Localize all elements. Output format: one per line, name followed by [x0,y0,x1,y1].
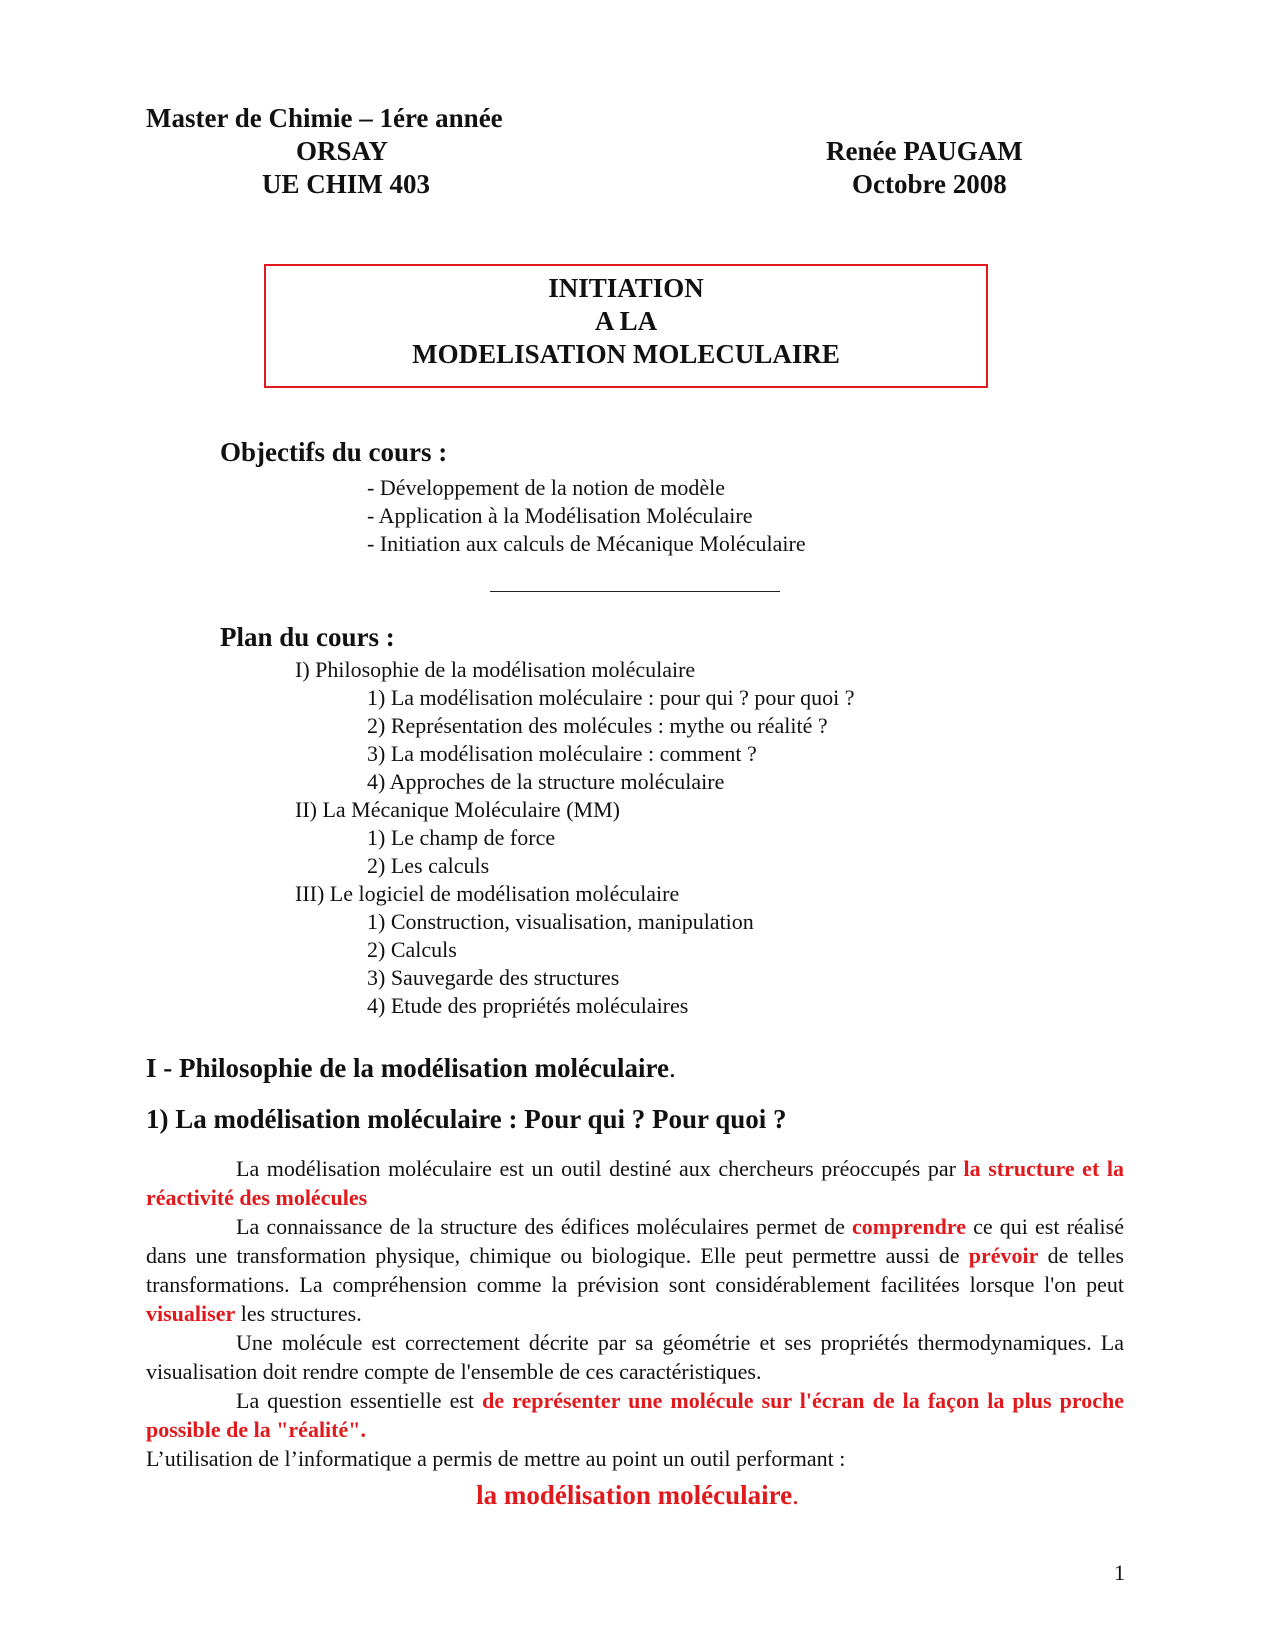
plan-subitem: 1) Construction, visualisation, manipulation [367,909,754,934]
title-line-1: INITIATION [548,273,704,303]
objectifs-heading: Objectifs du cours : [220,437,448,467]
title-box [264,264,988,388]
plan-subitem: 3) Sauvegarde des structures [367,965,620,990]
highlight-comprendre: comprendre [851,1214,967,1239]
paragraph-2-text-c: de telles transformations. La compréhension comme la prévision sont considérablement facilitées lorsque l'on peut [146,1243,1124,1297]
body-text [146,1154,1124,1473]
section-heading-dot: . [669,1053,676,1083]
plan-part: III) Le logiciel de modélisation moléculaire [295,881,680,906]
page-number: 1 [1114,1560,1125,1585]
paragraph-2-text-b: ce qui est réalisé dans une transformation physique, chimique ou biologique. Elle peut permettre aussi de [146,1214,1124,1268]
paragraph-2-text-a: La connaissance de la structure des édifices moléculaires permet de [236,1214,852,1239]
paragraph-3: Une molécule est correctement décrite par sa géométrie et ses propriétés thermodynamiques. La visualisation doit rendre compte de l'ensemble de ces caractéristiques. [146,1330,1124,1384]
section-heading-text: I - Philosophie de la modélisation moléculaire [146,1053,670,1083]
title-line-2: A LA [594,306,658,336]
paragraph-1 [146,1154,1124,1212]
paragraph-2 [146,1212,1124,1328]
plan-subitem: 2) Les calculs [367,853,490,878]
objectif-item: - Application à la Modélisation Moléculaire [367,503,753,528]
plan-part: I) Philosophie de la modélisation moléculaire [295,657,696,682]
divider-line [490,591,780,592]
plan-subitem: 1) La modélisation moléculaire : pour qui ? pour quoi ? [367,685,855,710]
final-statement [0,1480,1275,1511]
plan-part: II) La Mécanique Moléculaire (MM) [295,797,620,822]
plan-subitem: 4) Etude des propriétés moléculaires [367,993,689,1018]
header-course: Master de Chimie – 1ére année [146,103,503,133]
paragraph-2-text-d: les structures. [235,1301,362,1326]
header-location: ORSAY [296,136,389,166]
paragraph-1-text: La modélisation moléculaire est un outil destiné aux chercheurs préoccupés par [236,1156,964,1181]
header-date: Octobre 2008 [852,169,1007,199]
plan-subitem: 2) Calculs [367,937,457,962]
header-author: Renée PAUGAM [826,136,1023,166]
final-highlight: la modélisation moléculaire [476,1480,793,1510]
objectif-item: - Développement de la notion de modèle [367,475,725,500]
objectif-item: - Initiation aux calculs de Mécanique Moléculaire [367,531,806,556]
highlight-structure: la structure et la réactivité des molécules [146,1156,1124,1210]
paragraph-4-text: La question essentielle est [236,1388,483,1413]
plan-subitem: 1) Le champ de force [367,825,556,850]
final-dot: . [792,1480,799,1510]
plan-subitem: 3) La modélisation moléculaire : comment ? [367,741,757,766]
subsection-heading: 1) La modélisation moléculaire : Pour qui ? Pour quoi ? [146,1104,787,1134]
plan-subitem: 4) Approches de la structure moléculaire [367,769,725,794]
paragraph-5: L’utilisation de l’informatique a permis de mettre au point un outil performant : [146,1446,846,1471]
highlight-prevoir: prévoir [968,1243,1039,1268]
plan-subitem: 2) Représentation des molécules : mythe ou réalité ? [367,713,828,738]
section-heading [146,1053,676,1084]
highlight-visualiser: visualiser [146,1301,236,1326]
paragraph-4 [146,1386,1124,1444]
header-unit: UE CHIM 403 [262,169,430,199]
title-line-3: MODELISATION MOLECULAIRE [412,339,840,369]
highlight-question: de représenter une molécule sur l'écran de la façon la plus proche possible de la "réalité". [146,1388,1124,1442]
plan-heading: Plan du cours : [220,622,395,652]
